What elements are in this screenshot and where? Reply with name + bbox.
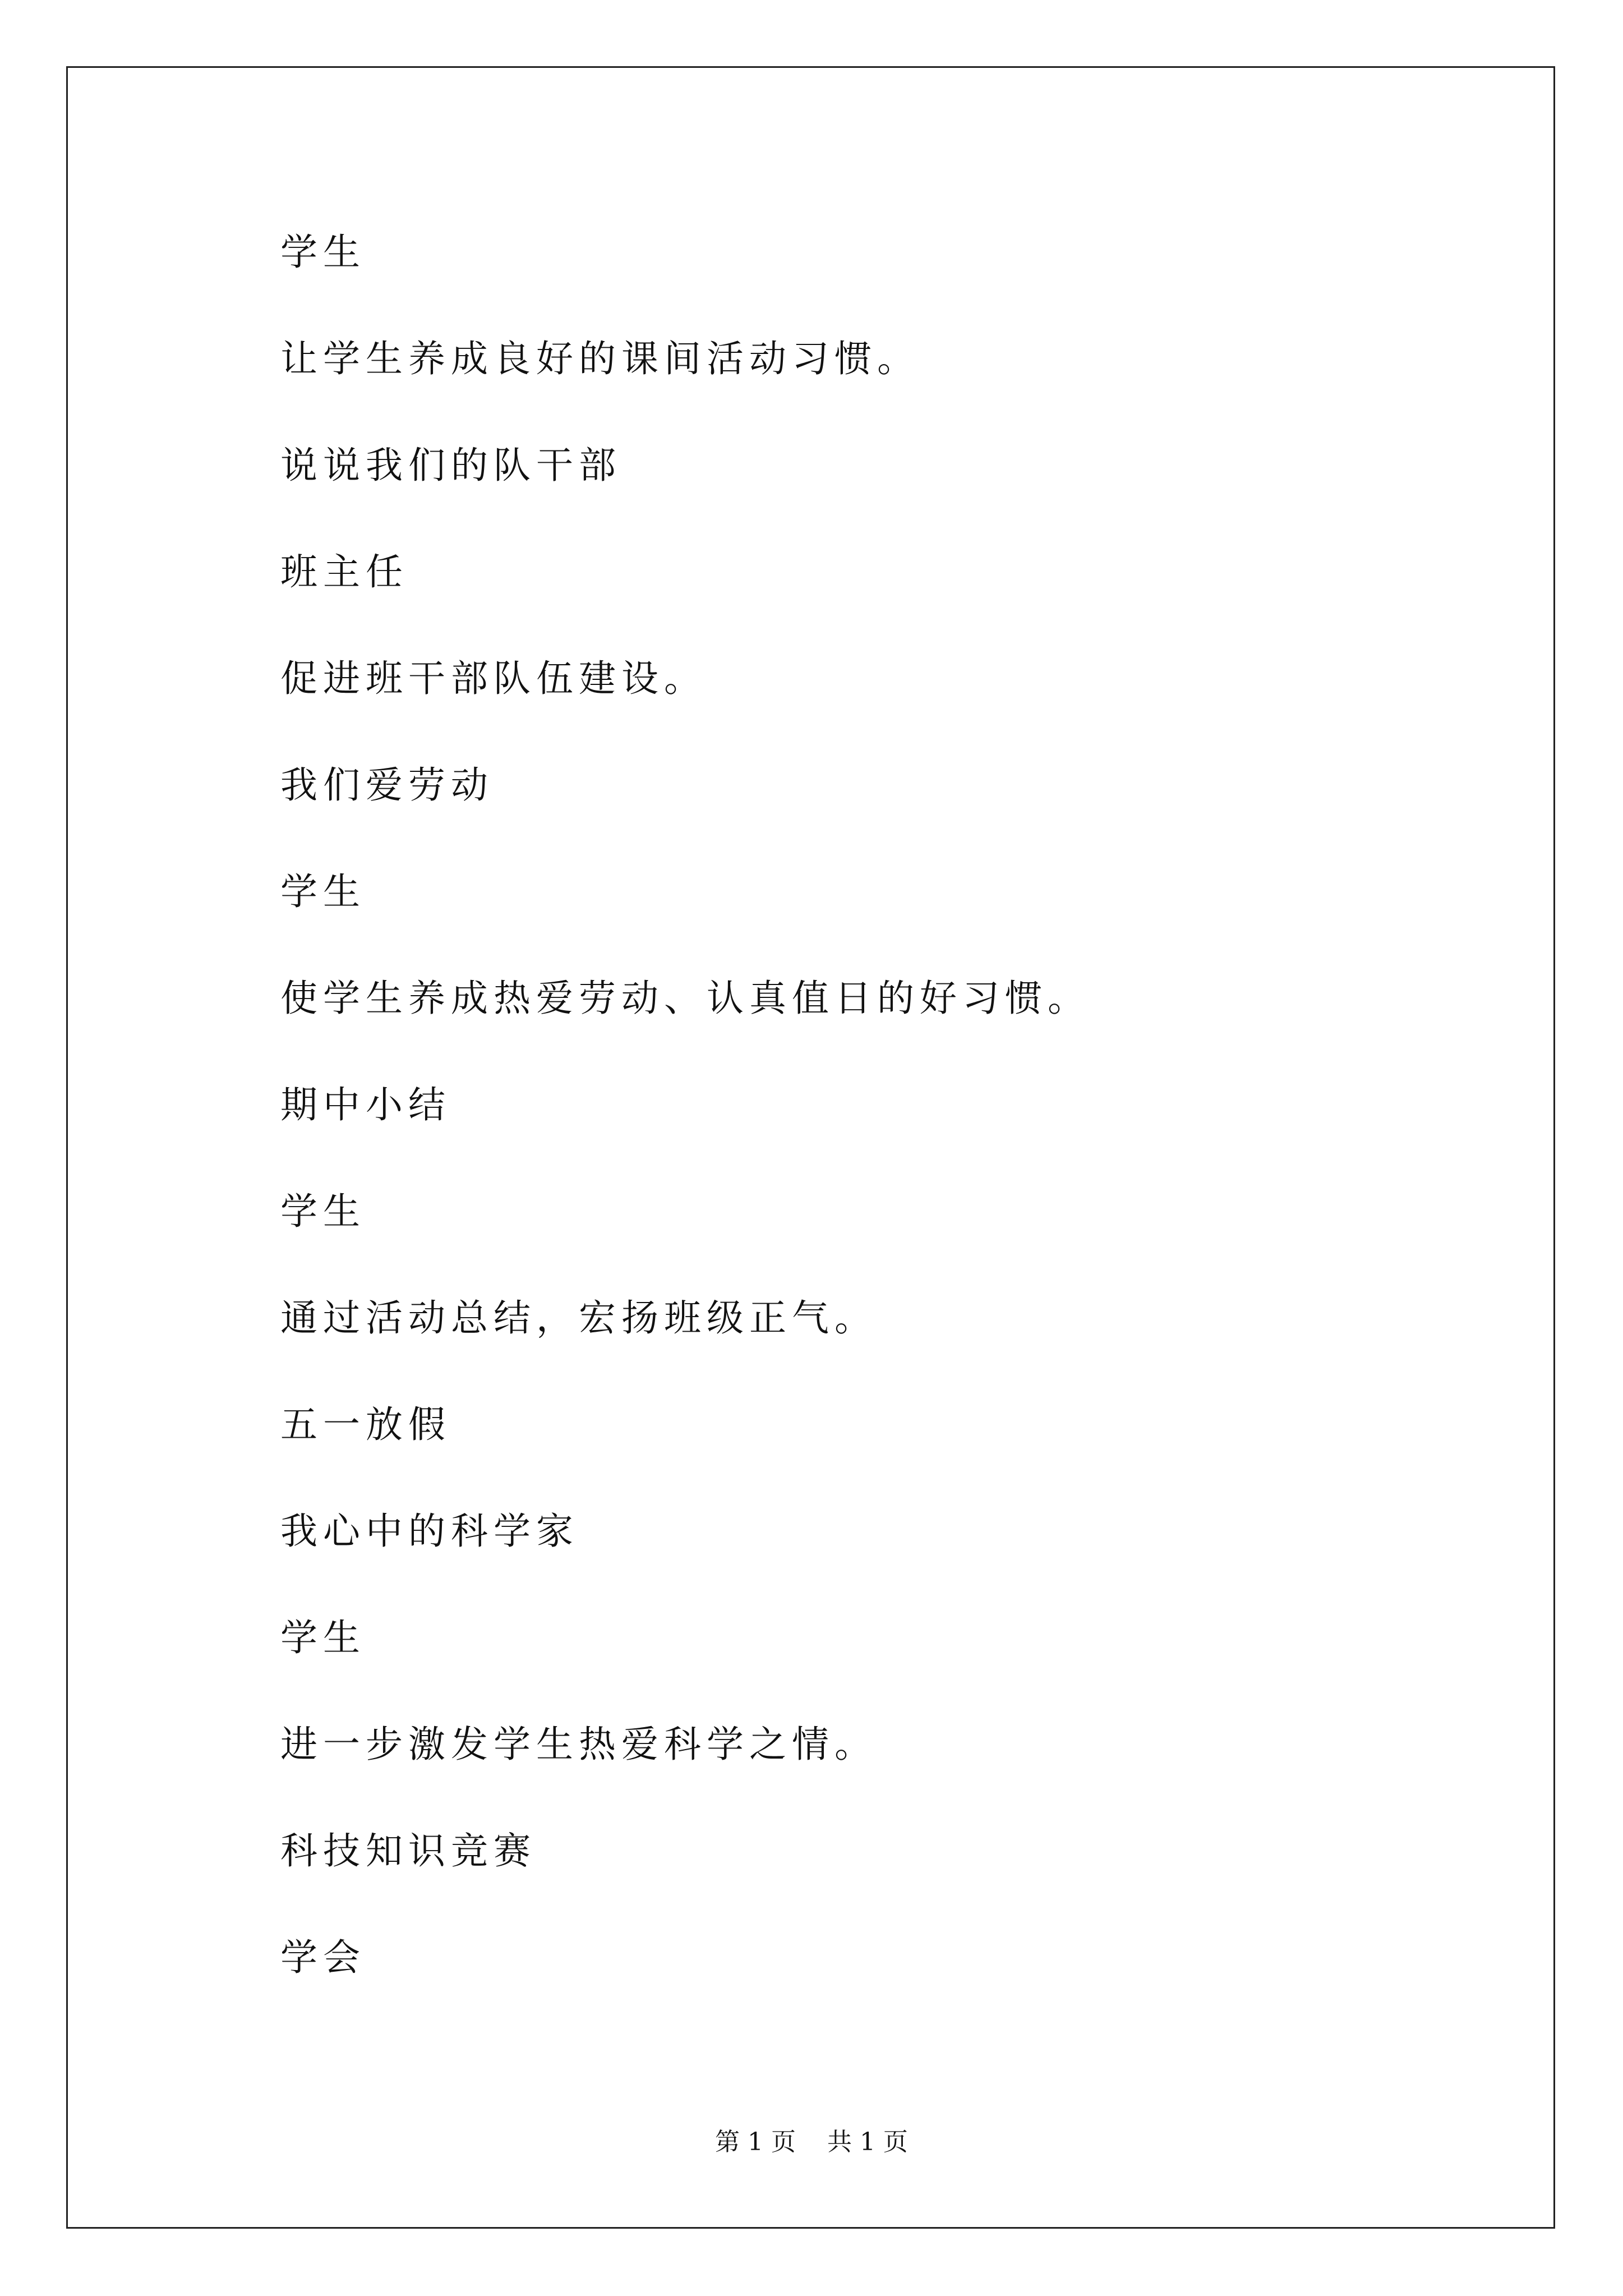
text-line: 进一步激发学生热爱科学之情。 <box>280 1723 877 1766</box>
text-line: 通过活动总结，宏扬班级正气。 <box>280 1296 877 1340</box>
text-line: 我心中的科学家 <box>280 1510 579 1553</box>
document-body <box>280 219 1486 2031</box>
text-line: 学生 <box>280 1190 366 1233</box>
text-line: 使学生养成热爱劳动、认真值日的好习惯。 <box>280 977 1090 1020</box>
text-line: 学生 <box>280 870 366 913</box>
page-footer: 第 1 页 共 1 页 <box>715 2128 908 2156</box>
text-line: 说说我们的队干部 <box>280 444 621 487</box>
text-line: 学生 <box>280 1616 366 1659</box>
text-line: 促进班干部队伍建设。 <box>280 657 707 700</box>
text-line: 学生 <box>280 231 366 274</box>
text-line: 五一放假 <box>280 1403 451 1446</box>
text-line: 科技知识竞赛 <box>280 1829 536 1872</box>
text-line: 班主任 <box>280 550 408 593</box>
text-line: 学会 <box>280 1936 366 1979</box>
text-line: 期中小结 <box>280 1083 451 1126</box>
text-line: 我们爱劳动 <box>280 763 494 807</box>
text-line: 让学生养成良好的课间活动习惯。 <box>280 337 920 380</box>
